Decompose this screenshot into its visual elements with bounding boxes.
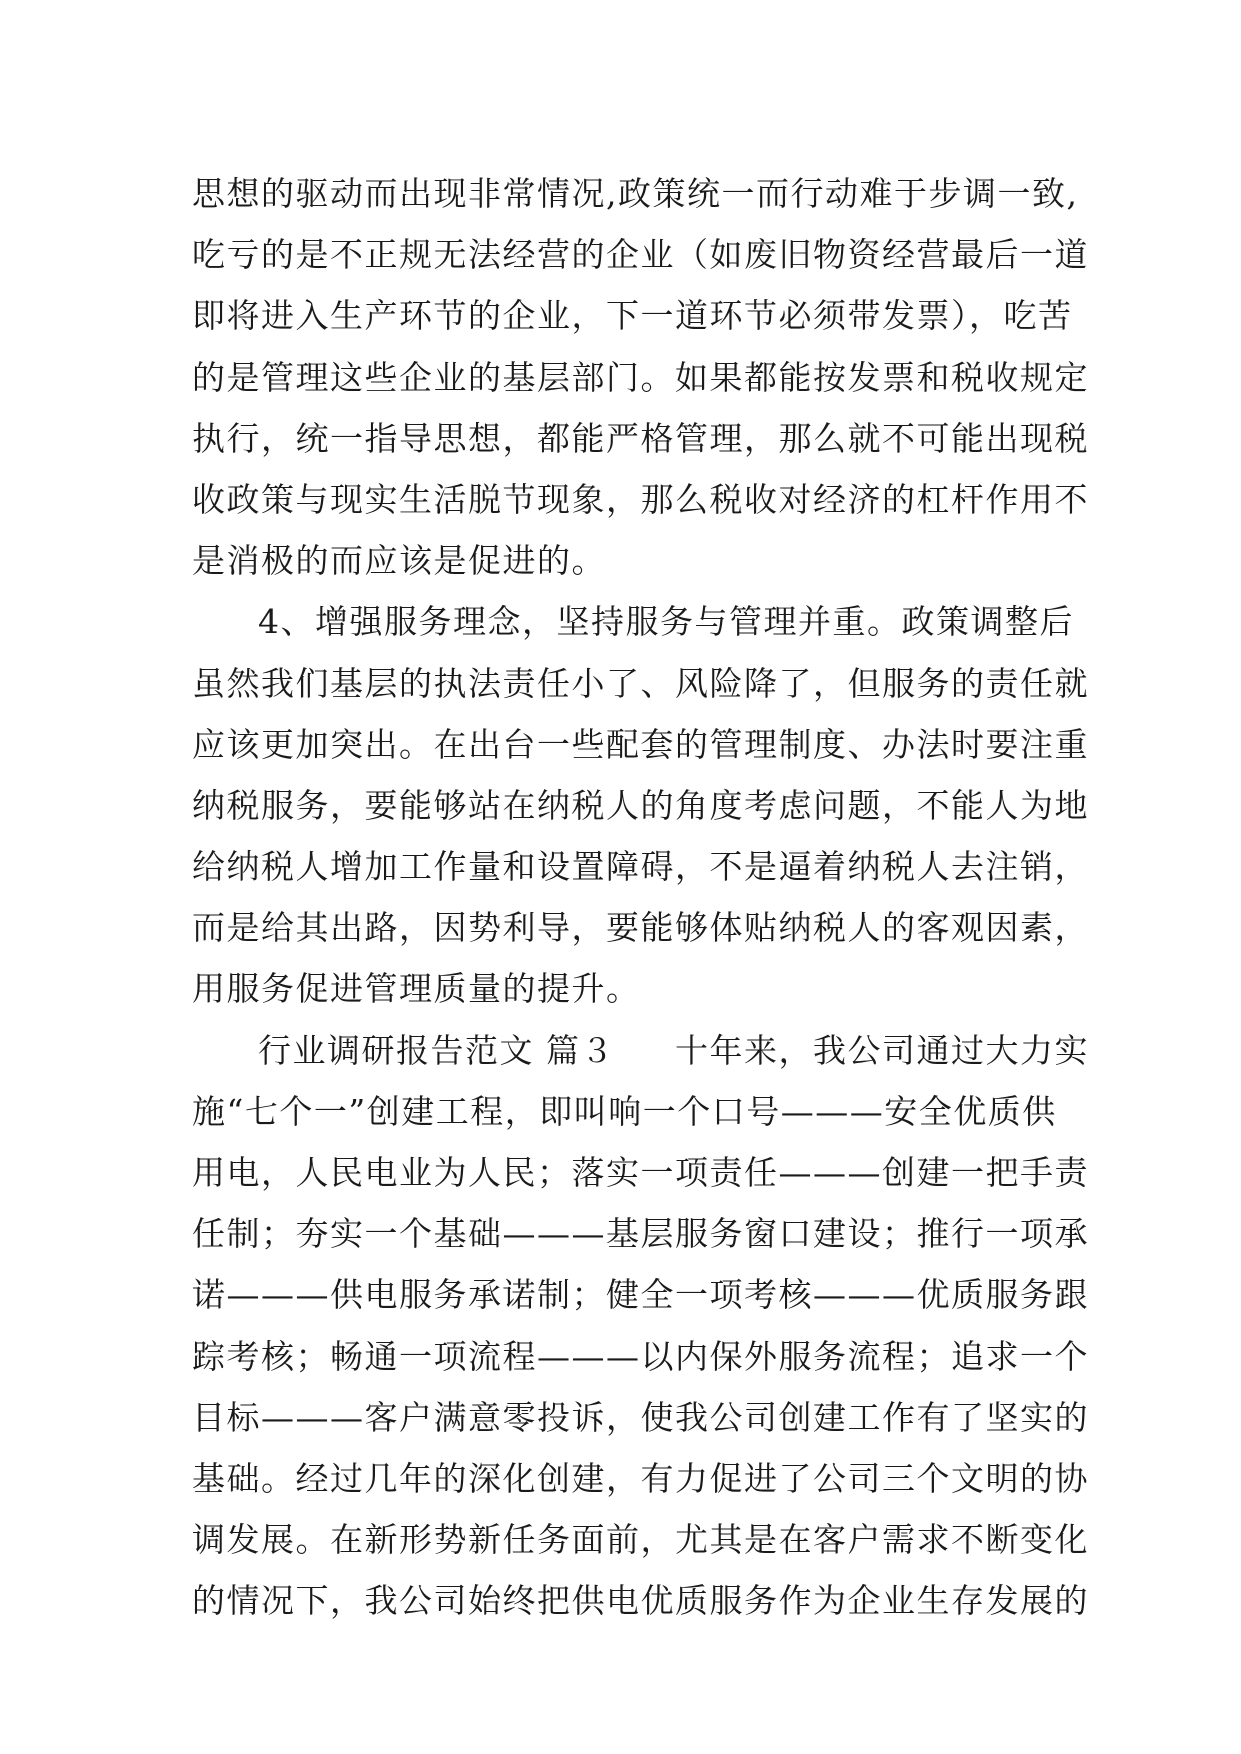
text-line: 用服务促进管理质量的提升。: [192, 969, 641, 1009]
paragraph-3: [192, 1020, 1092, 1632]
paragraph-2: [192, 591, 1092, 1019]
text-line: 是消极的而应该是促进的。: [192, 541, 606, 581]
text-line: 十年来，我公司通过大力实: [675, 1030, 1089, 1070]
text-line: 即将进入生产环节的企业，下一道环节必须带发票），吃苦: [192, 296, 1073, 336]
text-line: 纳税服务，要能够站在纳税人的角度考虑问题，不能人为地: [192, 785, 1089, 825]
text-line: 而是给其出路，因势利导，要能够体贴纳税人的客观因素，: [192, 908, 1089, 948]
text-line: 执行，统一指导思想，都能严格管理，那么就不可能出现税: [192, 418, 1089, 458]
text-line: 基础。经过几年的深化创建，有力促进了公司三个文明的协: [192, 1458, 1089, 1498]
text-line: 思想的驱动而出现非常情况,政策统一而行动难于步调一致,: [192, 174, 1079, 213]
text-line: 收政策与现实生活脱节现象，那么税收对经济的杠杆作用不: [192, 479, 1089, 519]
text-line: 应该更加突出。在出台一些配套的管理制度、办法时要注重: [192, 724, 1089, 764]
text-line: 目标———客户满意零投诉，使我公司创建工作有了坚实的: [192, 1397, 1089, 1437]
text-line: 诺———供电服务承诺制；健全一项考核———优质服务跟: [192, 1275, 1089, 1315]
text-line: 调发展。在新形势新任务面前，尤其是在客户需求不断变化: [192, 1520, 1089, 1560]
text-line: 虽然我们基层的执法责任小了、风险降了，但服务的责任就: [192, 663, 1089, 703]
document-body: [192, 163, 1092, 1632]
section-heading: 行业调研报告范文 篇３: [258, 1030, 615, 1070]
text-line: 用电，人民电业为人民；落实一项责任———创建一把手责: [192, 1153, 1089, 1192]
text-line: 施“七个一”创建工程，即叫响一个口号———安全优质供: [192, 1091, 1057, 1131]
text-line: 的情况下，我公司始终把供电优质服务作为企业生存发展的: [192, 1581, 1089, 1621]
text-line: 4、增强服务理念，坚持服务与管理并重。政策调整后: [258, 602, 1074, 642]
text-line: 吃亏的是不正规无法经营的企业（如废旧物资经营最后一道: [192, 235, 1089, 275]
section-heading-line: [192, 1020, 1092, 1081]
text-line: 的是管理这些企业的基层部门。如果都能按发票和税收规定: [192, 357, 1089, 397]
paragraph-1: [192, 163, 1092, 591]
text-line: 任制；夯实一个基础———基层服务窗口建设；推行一项承: [192, 1214, 1089, 1254]
text-line: 踪考核；畅通一项流程———以内保外服务流程；追求一个: [192, 1336, 1089, 1376]
text-line: 给纳税人增加工作量和设置障碍，不是逼着纳税人去注销，: [192, 847, 1089, 887]
